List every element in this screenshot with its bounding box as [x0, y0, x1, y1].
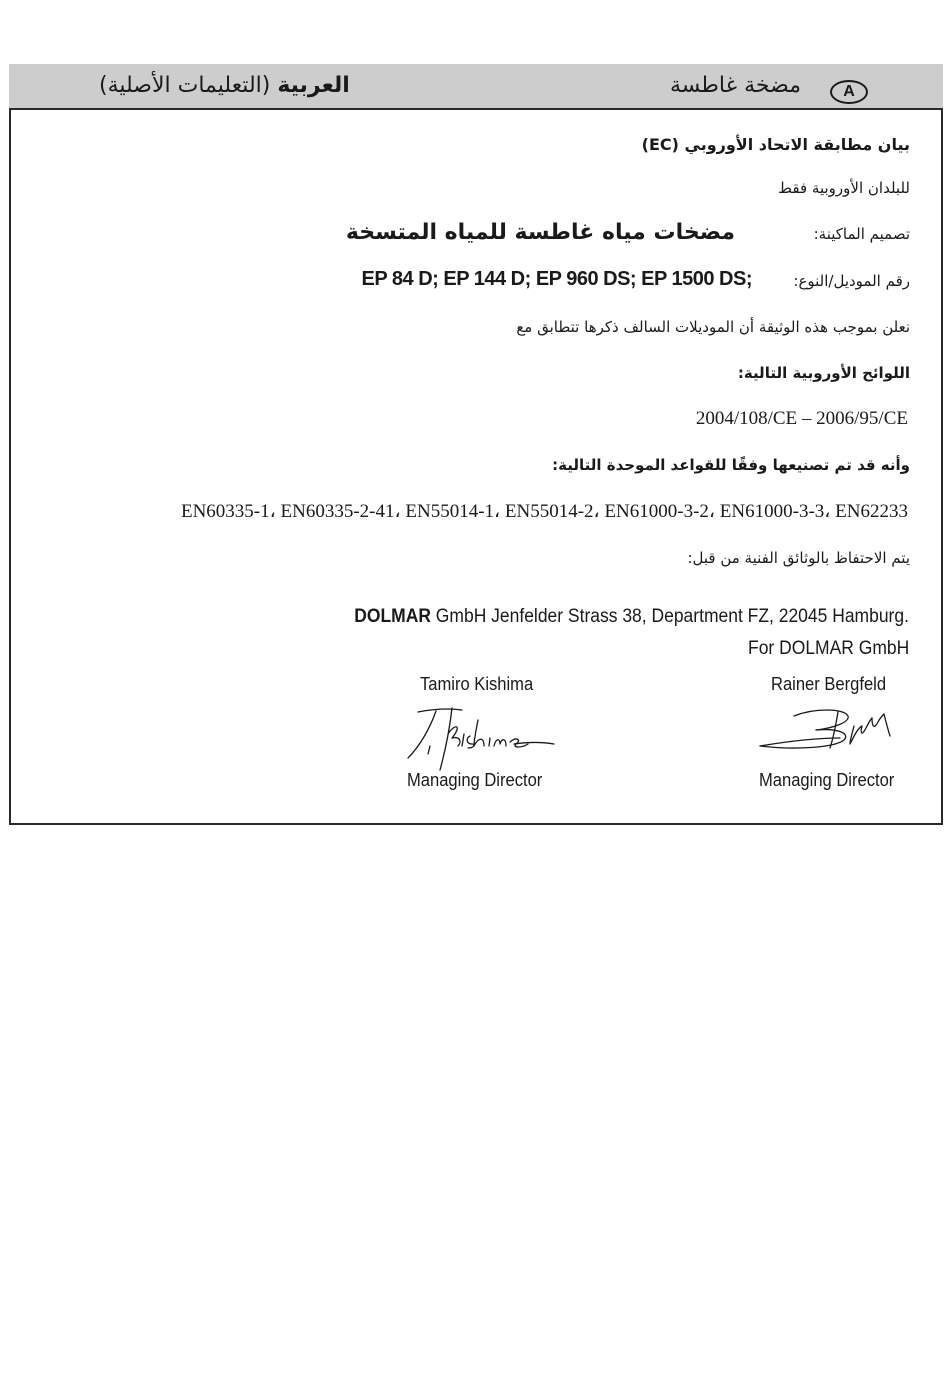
language-subtitle: (التعليمات الأصلية) — [99, 73, 278, 98]
language-title — [99, 73, 350, 98]
section-badge: A — [830, 80, 868, 104]
documentation-kept-label: يتم الاحتفاظ بالوثائق الفنية من قبل: — [687, 549, 910, 567]
declaration-title: بيان مطابقة الاتحاد الأوروبي (EC) — [641, 135, 910, 154]
directives-label: اللوائح الأوروبية التالية: — [737, 364, 910, 382]
model-value: EP 84 D; EP 144 D; EP 960 DS; EP 1500 DS; — [361, 268, 752, 290]
countries-note: للبلدان الأوروبية فقط — [778, 179, 910, 197]
signature-left — [404, 700, 564, 772]
model-label: رقم الموديل/النوع: — [793, 272, 910, 290]
language-name: العربية — [277, 73, 350, 98]
standards-label: وأنه قد تم تصنيعها وفقًا للقواعد الموحدة التالية: — [552, 456, 910, 474]
directives-value: 2004/108/CE – 2006/95/CE — [695, 408, 908, 429]
standards-value: EN60335-1، EN60335-2-41، EN55014-1، EN55014-2، EN61000-3-2، EN61000-3-3، EN62233 — [180, 501, 908, 522]
signature-right — [754, 706, 900, 758]
product-title: مضخة غاطسة — [670, 73, 801, 98]
conformity-statement: نعلن بموجب هذه الوثيقة أن الموديلات السالف ذكرها تتطابق مع — [516, 318, 910, 336]
company-address-text: GmbH Jenfelder Strass 38, Department FZ, 22045 Hamburg. — [431, 606, 909, 627]
signatory-left-name: Tamiro Kishima — [420, 674, 534, 694]
page-header — [9, 64, 943, 110]
company-address — [354, 606, 909, 628]
machine-value: مضخات مياه غاطسة للمياه المتسخة — [345, 220, 735, 245]
on-behalf-line: For DOLMAR GmbH — [747, 638, 909, 659]
signatory-left-role: Managing Director — [407, 770, 543, 790]
company-brand: DOLMAR — [354, 606, 432, 627]
machine-label: تصميم الماكينة: — [813, 225, 910, 243]
signatory-right-name: Rainer Bergfeld — [771, 674, 887, 694]
signatory-right-role: Managing Director — [759, 770, 895, 790]
